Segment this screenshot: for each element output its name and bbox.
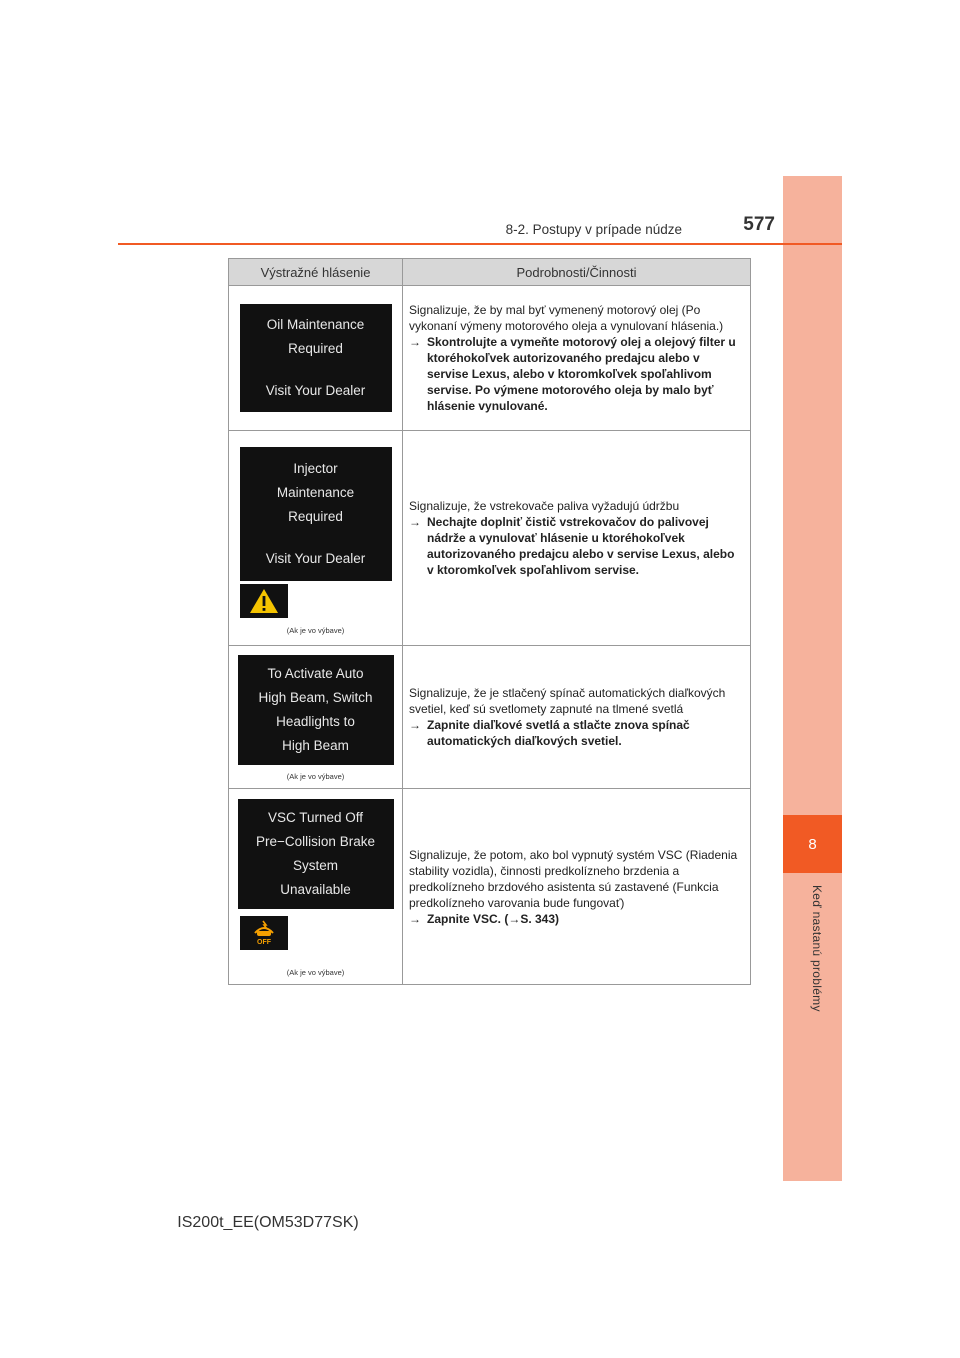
message-cell [229, 789, 403, 985]
display-line: Required [288, 509, 343, 524]
arrow-right-icon: → [409, 335, 421, 349]
display-spacer [240, 529, 392, 547]
action-text: Zapnite diaľkové svetlá a stlačte znova spínač automatických diaľkových svetiel. [427, 718, 690, 748]
message-display [240, 304, 392, 412]
message-cell [229, 286, 403, 431]
equipment-note: (Ak je vo výbave) [286, 626, 345, 635]
message-cell [229, 646, 403, 789]
column-header-details: Podrobnosti/Činnosti [403, 259, 751, 286]
table-row [229, 286, 751, 431]
pcs-off-label: OFF [257, 938, 271, 946]
details-cell [403, 789, 751, 985]
table-row [229, 646, 751, 789]
arrow-right-icon: → [409, 515, 421, 529]
pcs-indicator [240, 916, 288, 950]
header-divider [118, 243, 842, 245]
warning-messages-table [228, 258, 751, 985]
details-cell [403, 431, 751, 646]
footer-model-code [0, 1214, 960, 1232]
display-line: Headlights to [276, 714, 355, 729]
details-cell [403, 646, 751, 789]
display-line: Visit Your Dealer [265, 551, 366, 566]
chapter-number-tab[interactable]: 8 [783, 815, 842, 873]
table-row [229, 789, 751, 985]
column-header-message: Výstražné hlásenie [229, 259, 403, 286]
display-line: High Beam [282, 738, 349, 753]
description-text: Signalizuje, že potom, ako bol vypnutý systém VSC (Riadenia stability vozidla), činnosti predkolízneho brzdenia a predkolízneho brzdového asistenta sú zastavené (Funkcia predkolízneho varovania bude fungovať) [409, 847, 738, 910]
arrow-right-icon: → [409, 911, 421, 926]
action-text: Skontrolujte a vymeňte motorový olej a olejový filter u ktoréhokoľvek autorizovaného predajcu alebo v servise Lexus, alebo v ktoromkoľvek spoľahlivom servise. Po výmene motorového oleja by malo byť hlásenie vynulované. [427, 335, 736, 413]
display-line: High Beam, Switch [258, 690, 373, 705]
display-line: System [292, 857, 338, 873]
warning-triangle-icon [249, 588, 279, 614]
table-row [229, 431, 751, 646]
arrow-right-icon: → [409, 718, 421, 732]
action-text: Zapnite VSC. (→S. 343) [427, 911, 560, 926]
description-text: Signalizuje, že je stlačený spínač automatických diaľkových svetiel, keď sú svetlomety zapnuté na tlmené svetlá [409, 686, 726, 716]
display-line: Visit Your Dealer [265, 383, 366, 398]
description-text: Signalizuje, že vstrekovače paliva vyžadujú údržbu [409, 499, 680, 513]
action-text: Nechajte doplniť čistič vstrekovačov do palivovej nádrže a vynulovať hlásenie u ktoréhokoľvek autorizovaného predajcu alebo v servise Lexus, alebo v ktoromkoľvek spoľahlivom servise. [427, 515, 735, 577]
description-text: Signalizuje, že by mal byť vymenený motorový olej (Po vykonaní výmeny motorového oleja a vynulovaní hlásenia.) [409, 303, 724, 333]
display-line: Required [288, 341, 343, 356]
equipment-note: (Ak je vo výbave) [286, 772, 345, 781]
model-code-text: IS200t_EE(OM53D77SK) [177, 1214, 359, 1231]
warning-indicator [240, 584, 288, 618]
display-line: Unavailable [280, 881, 351, 897]
details-cell [403, 286, 751, 431]
pcs-off-icon [249, 919, 279, 939]
display-line: VSC Turned Off [267, 809, 364, 825]
display-line: Oil Maintenance [266, 317, 365, 332]
message-display [240, 447, 392, 581]
message-display [238, 799, 394, 909]
message-display [238, 655, 394, 765]
section-title: 8-2. Postupy v prípade núdze [505, 222, 682, 237]
display-spacer [240, 361, 392, 379]
equipment-note: (Ak je vo výbave) [286, 967, 345, 977]
display-line: Pre−Collision Brake [256, 833, 375, 849]
display-line: Injector [293, 461, 338, 476]
display-line: To Activate Auto [267, 666, 364, 681]
page-number: 577 [743, 214, 775, 235]
display-line: Maintenance [276, 485, 355, 500]
message-cell [229, 431, 403, 646]
chapter-title: Keď nastanú problémy [810, 885, 824, 1012]
